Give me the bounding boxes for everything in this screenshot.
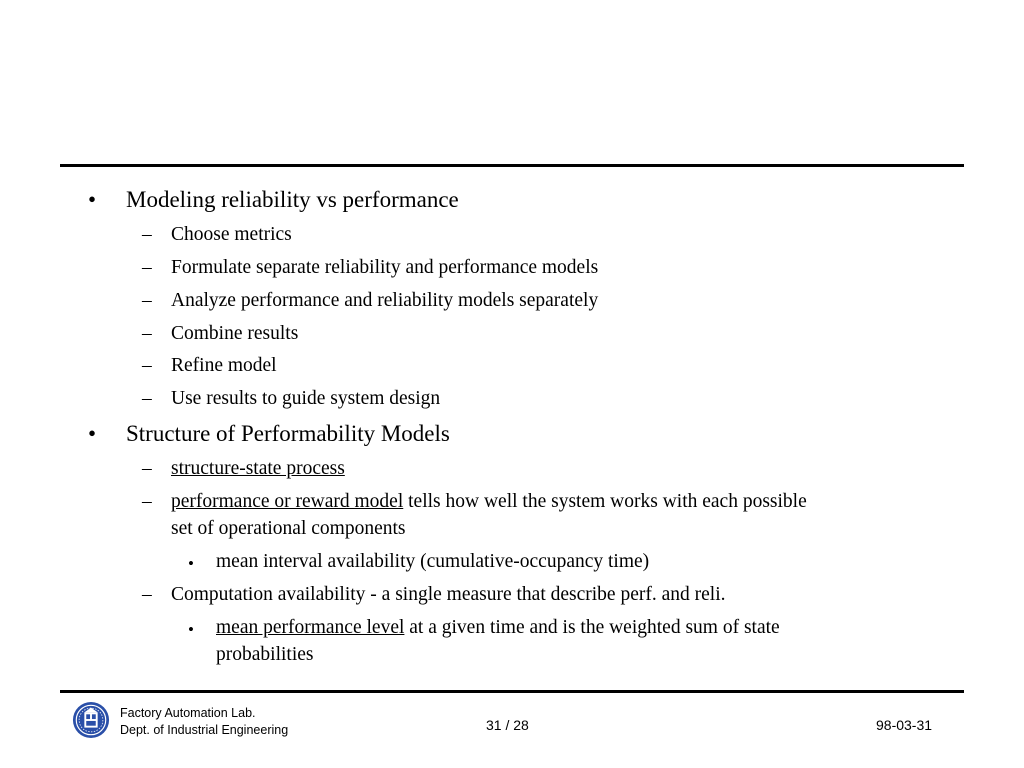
subitem-text: Choose metrics [171, 224, 292, 245]
subitem-text: Computation availability - a single measure that describe perf. and reli. [171, 584, 726, 605]
subitem-choose-metrics [142, 224, 292, 246]
subsubitem-text: at a given time and is the weighted sum of state [404, 617, 780, 638]
dash-marker: – [142, 458, 152, 479]
bullet-text: Modeling reliability vs performance [126, 187, 459, 212]
subitem-text: tells how well the system works with each possible [403, 491, 807, 512]
subitem-text: Use results to guide system design [171, 388, 441, 409]
subitem-combine-results [142, 323, 299, 345]
dash-marker: – [142, 224, 152, 245]
dash-marker: – [142, 491, 152, 512]
bullet-marker: • [88, 421, 97, 446]
dash-marker: – [142, 388, 152, 409]
dash-marker: – [142, 323, 152, 344]
subitem-formulate-models [142, 257, 599, 279]
footer-page-number: 31 / 28 [486, 717, 529, 733]
subsubitem-mean-performance-continued [216, 644, 313, 666]
subitem-text: Formulate separate reliability and performance models [171, 257, 599, 278]
subitem-text-underlined: performance or reward model [171, 491, 404, 512]
dash-marker: – [142, 355, 152, 376]
subitem-analyze-models [142, 290, 599, 312]
subsubitem-text: probabilities [216, 644, 314, 665]
subitem-refine-model [142, 355, 277, 377]
bullet-modeling-reliability [88, 187, 459, 213]
subitem-text: set of operational components [171, 518, 406, 539]
subitem-text: Combine results [171, 323, 299, 344]
bullet-marker: • [188, 620, 194, 639]
bullet-text: Structure of Performability Models [126, 421, 450, 446]
footer-lab-name [120, 705, 288, 739]
subsubitem-text: mean interval availability (cumulative-occupancy time) [216, 551, 650, 572]
subitem-reward-model-continued [171, 518, 405, 540]
footer-lab-line1: Factory Automation Lab. [120, 706, 256, 720]
subitem-text: Analyze performance and reliability models separately [171, 290, 599, 311]
bullet-marker: • [188, 554, 194, 573]
dash-marker: – [142, 290, 152, 311]
subitem-text: Refine model [171, 355, 277, 376]
bottom-divider [60, 690, 964, 693]
footer-date: 98-03-31 [876, 717, 933, 733]
bullet-structure-performability [88, 421, 450, 447]
university-emblem-icon [72, 701, 110, 739]
footer-lab-line2: Dept. of Industrial Engineering [120, 723, 289, 737]
dash-marker: – [142, 257, 152, 278]
subitem-structure-state [142, 458, 345, 480]
subsubitem-mean-interval [188, 551, 650, 573]
subitem-reward-model [142, 491, 807, 513]
subsubitem-text-underlined: mean performance level [216, 617, 405, 638]
subitem-text-underlined: structure-state process [171, 458, 345, 479]
bullet-marker: • [88, 187, 97, 212]
subitem-use-results [142, 388, 441, 410]
subsubitem-mean-performance [188, 617, 780, 639]
subitem-computation-availability [142, 584, 726, 606]
dash-marker: – [142, 584, 152, 605]
